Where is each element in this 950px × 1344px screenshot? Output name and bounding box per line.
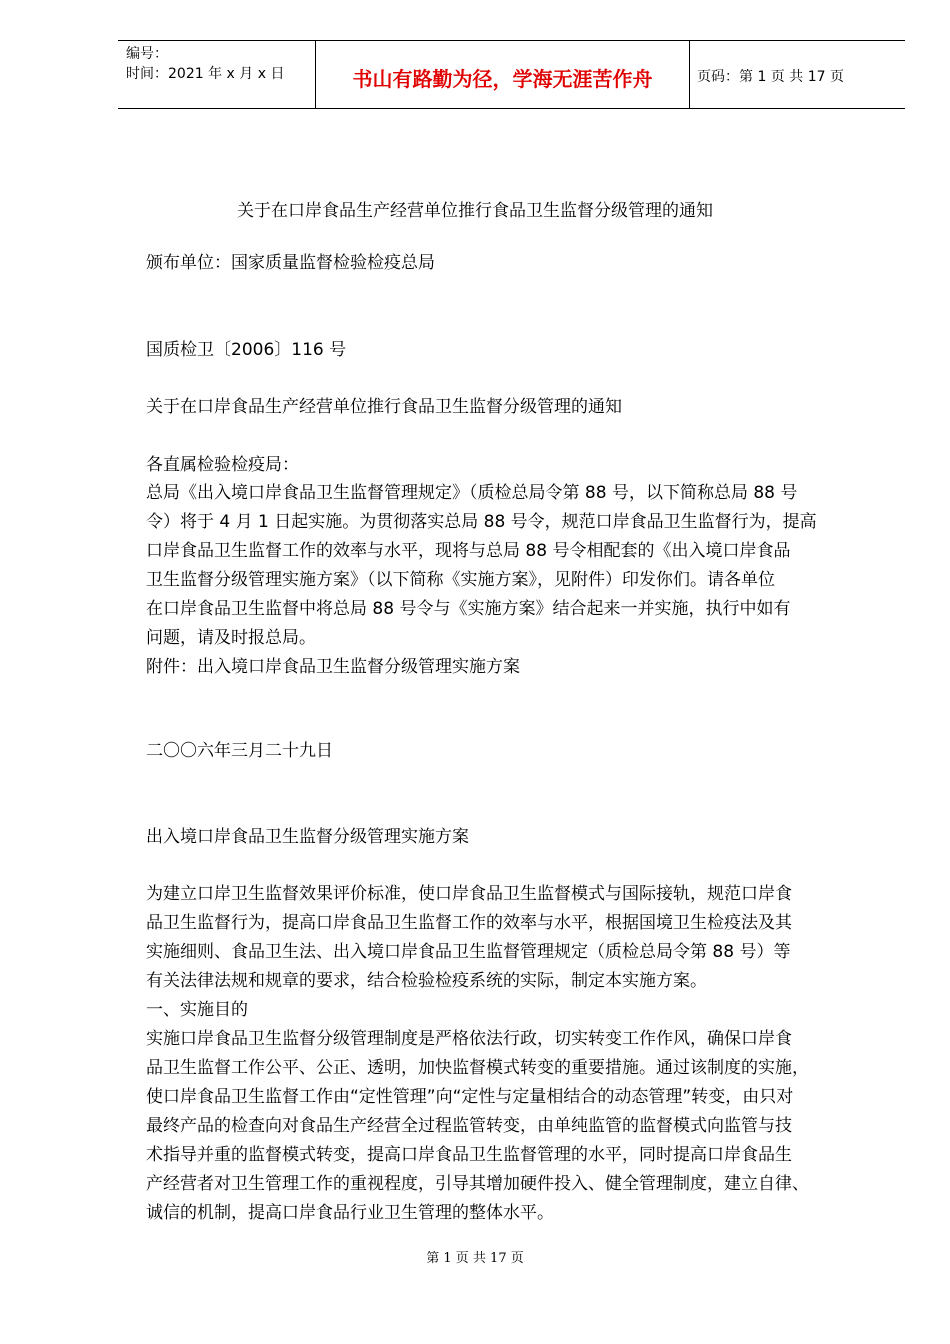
paragraph-line: 令）将于 4 月 1 日起实施。为贯彻落实总局 88 号令，规范口岸食品卫生监督行为，提高 — [146, 512, 817, 532]
addressee-line: 各直属检验检疫局： — [146, 455, 299, 475]
paragraph-line: 术指导并重的监督模式转变，提高口岸食品卫生监督管理的水平，同时提高口岸食品生 — [146, 1145, 792, 1165]
paragraph-line: 品卫生监督工作公平、公正、透明，加快监督模式转变的重要措施。通过该制度的实施， — [146, 1058, 809, 1078]
header-table — [118, 40, 905, 109]
doc-number-line: 国质检卫〔2006〕116 号 — [146, 340, 347, 360]
paragraph-line: 有关法律法规和规章的要求，结合检验检疫系统的实际，制定本实施方案。 — [146, 971, 707, 991]
paragraph-line: 为建立口岸卫生监督效果评价标准，使口岸食品卫生监督模式与国际接轨，规范口岸食 — [146, 884, 792, 904]
paragraph-line: 实施口岸食品卫生监督分级管理制度是严格依法行政，切实转变工作作风，确保口岸食 — [146, 1029, 792, 1049]
paragraph-line: 品卫生监督行为，提高口岸食品卫生监督工作的效率与水平，根据国境卫生检疫法及其 — [146, 913, 792, 933]
time-label: 时间：2021 年 x 月 x 日 — [126, 66, 285, 82]
paragraph-line: 总局《出入境口岸食品卫生监督管理规定》（质检总局令第 88 号，以下简称总局 88 号 — [146, 483, 798, 503]
plan-paragraph — [146, 880, 886, 1228]
page-number-label: 页码：第 1 页 共 17 页 — [697, 69, 844, 85]
plan-title: 出入境口岸食品卫生监督分级管理实施方案 — [146, 827, 469, 847]
attachment-line: 附件：出入境口岸食品卫生监督分级管理实施方案 — [146, 657, 520, 677]
header-left-cell — [118, 41, 315, 108]
issuer-line: 颁布单位：国家质量监督检验检疫总局 — [146, 253, 435, 273]
motto-text: 书山有路勤为径，学海无涯苦作舟 — [352, 67, 653, 91]
paragraph-line: 问题，请及时报总局。 — [146, 628, 316, 648]
paragraph-line: 口岸食品卫生监督工作的效率与水平，现将与总局 88 号令相配套的《出入境口岸食品 — [146, 541, 791, 561]
paragraph-line: 卫生监督分级管理实施方案》（以下简称《实施方案》，见附件）印发你们。请各单位 — [146, 570, 775, 590]
paragraph-line: 最终产品的检查向对食品生产经营全过程监管转变，由单纯监管的监督模式向监管与技 — [146, 1116, 792, 1136]
section-heading: 一、实施目的 — [146, 1000, 248, 1020]
notice-subtitle: 关于在口岸食品生产经营单位推行食品卫生监督分级管理的通知 — [146, 397, 622, 417]
page-footer: 第 1 页 共 17 页 — [426, 1251, 524, 1266]
paragraph-line: 在口岸食品卫生监督中将总局 88 号令与《实施方案》结合起来一并实施，执行中如有 — [146, 599, 791, 619]
date-line: 二〇〇六年三月二十九日 — [146, 741, 333, 761]
header-motto-cell — [315, 41, 690, 108]
paragraph-line: 使口岸食品卫生监督工作由“定性管理”向“定性与定量相结合的动态管理”转变，由只对 — [146, 1087, 794, 1107]
doc-title: 关于在口岸食品生产经营单位推行食品卫生监督分级管理的通知 — [237, 201, 713, 221]
paragraph-line: 实施细则、食品卫生法、出入境口岸食品卫生监督管理规定（质检总局令第 88 号）等 — [146, 942, 791, 962]
notice-paragraph — [146, 479, 886, 682]
header-page-cell — [689, 41, 905, 108]
paragraph-line: 产经营者对卫生管理工作的重视程度，引导其增加硬件投入、健全管理制度，建立自律、 — [146, 1174, 809, 1194]
doc-number-label: 编号： — [126, 46, 168, 62]
paragraph-line: 诚信的机制，提高口岸食品行业卫生管理的整体水平。 — [146, 1203, 554, 1223]
